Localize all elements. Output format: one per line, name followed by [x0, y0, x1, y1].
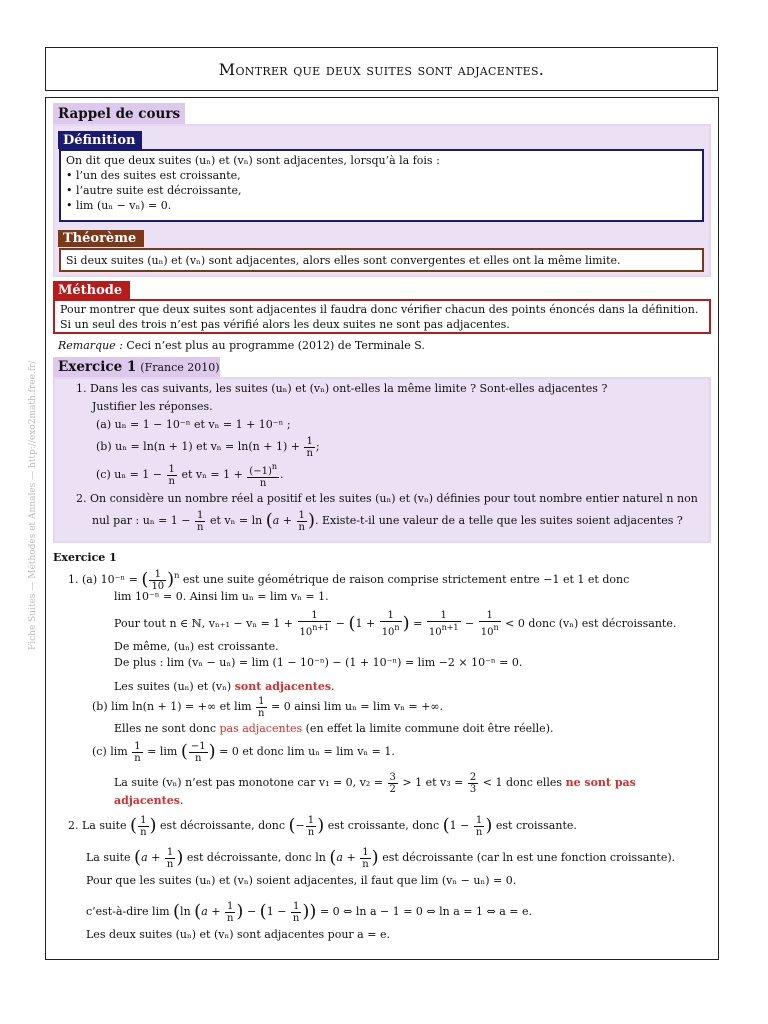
definition-line: • l’autre suite est décroissante, [66, 184, 242, 197]
exercise-label [53, 357, 220, 377]
correction-c2: La suite (vₙ) n’est pas monotone car v₁ = 0, v₂ = $\frac{3}{2}$ > 1 et v₃ = $\frac{2}{3}$ < 1 donc elles ne sont pas [114, 771, 636, 795]
definition-line: On dit que deux suites (uₙ) et (vₙ) sont adjacentes, lorsqu’à la fois : [66, 154, 440, 167]
correction-a5: De plus : lim (vₙ − uₙ) = lim (1 − 10⁻ⁿ) − (1 + 10⁻ⁿ) = lim −2 × 10⁻ⁿ = 0. [114, 656, 523, 669]
methode-line: Pour montrer que deux suites sont adjacentes il faudra donc vérifier chacun des points énoncés dans la définition. [60, 303, 699, 316]
definition-label: Définition [58, 131, 142, 149]
remarque-label: Remarque : [58, 339, 123, 352]
remarque-text: Ceci n’est plus au programme (2012) de Terminale S. [126, 339, 425, 352]
exercise-q2-def: nul par : uₙ = 1 − $\frac{1}{n}$ et vₙ = ln (a + $\frac{1}{n}$ ). Existe-t-il une valeur de a telle que les suites soient adjacentes ? [92, 509, 683, 533]
correction-b1: (b) lim ln(n + 1) = +∞ et lim $\frac{1}{n}$ = 0 ainsi lim uₙ = lim vₙ = +∞. [92, 695, 444, 719]
exercise-q2: 2. On considère un nombre réel a positif et les suites (uₙ) et (vₙ) définies pour tout nombre entier naturel n non [76, 492, 698, 505]
exercise-q1: 1. Dans les cas suivants, les suites (uₙ) et (vₙ) ont-elles la même limite ? Sont-elles adjacentes ? [76, 382, 608, 395]
methode-label: Méthode [53, 281, 130, 299]
correction-a2: lim 10⁻ⁿ = 0. Ainsi lim uₙ = lim vₙ = 1. [114, 590, 329, 603]
correction-a1: 1. (a) 10⁻ⁿ = ( $\frac{1}{10}$ )$^n$ est une suite géométrique de raison comprise strictement entre −1 et 1 et donc [68, 568, 630, 592]
result-adjacent: sont adjacentes [234, 680, 332, 693]
methode-box [53, 299, 711, 334]
definition-box [59, 149, 704, 222]
correction-a4: De même, (uₙ) est croissante. [114, 640, 279, 653]
exercise-q1-justify: Justifier les réponses. [92, 400, 213, 413]
correction-a3: Pour tout n ∈ ℕ, vₙ₊₁ − vₙ = 1 + $\frac{1}{10^{n+1}}$ − (1 + $\frac{1}{10^n}$ ) = $\frac{1}{10^{n+1}}$ − $\frac{1}{10^n}$ < 0 donc (vₙ) est décroissante. [114, 610, 677, 638]
correction-c1: (c) lim $\frac{1}{n}$ = lim ( $\frac{-1}{n}$ ) = 0 et donc lim uₙ = lim vₙ = 1. [92, 740, 395, 764]
exercise-qb: (b) uₙ = ln(n + 1) et vₙ = ln(n + 1) + $\frac{1}{n}$ ; [96, 435, 320, 459]
exercise-qa: (a) uₙ = 1 − 10⁻ⁿ et vₙ = 1 + 10⁻ⁿ ; [96, 418, 291, 431]
definition-line: • lim (uₙ − vₙ) = 0. [66, 199, 172, 212]
correction-d3: Pour que les suites (uₙ) et (vₙ) soient adjacentes, il faut que lim (vₙ − uₙ) = 0. [86, 874, 517, 887]
correction-d1: 2. La suite ( $\frac{1}{n}$ ) est décroissante, donc (− $\frac{1}{n}$ ) est croissante, donc (1 − $\frac{1}{n}$ ) est croissante. [68, 814, 577, 838]
exercise-title: Exercice 1 [58, 359, 137, 375]
rappel-label: Rappel de cours [53, 103, 185, 124]
definition-line: • l’un des suites est croissante, [66, 169, 241, 182]
result-not-adjacent: pas adjacentes [219, 722, 303, 735]
theoreme-label: Théorème [58, 230, 144, 247]
correction-c3: adjacentes. [114, 794, 184, 807]
correction-d5: Les deux suites (uₙ) et (vₙ) sont adjacentes pour a = e. [86, 928, 390, 941]
correction-d2: La suite (a + $\frac{1}{n}$ ) est décroissante, donc ln (a + $\frac{1}{n}$ ) est décroissante (car ln est une fonction croissante). [86, 846, 676, 870]
exercise-source: (France 2010) [140, 360, 220, 374]
exercise-qc: (c) uₙ = 1 − $\frac{1}{n}$ et vₙ = 1 + $\frac{(-1)^n}{n}$ . [96, 462, 284, 489]
side-watermark: Fiche Suites — Méthodes et Annales — http://exo2math.free.fr/ [28, 360, 38, 650]
correction-title: Exercice 1 [53, 551, 117, 564]
remarque [58, 339, 425, 353]
correction-d4: c’est-à-dire lim (ln (a + $\frac{1}{n}$ ) − (1 − $\frac{1}{n}$ )) = 0 ⇔ ln a − 1 = 0 ⇔ ln a = 1 ⇔ a = e. [86, 900, 532, 924]
page-title: Montrer que deux suites sont adjacentes. [45, 47, 718, 91]
methode-line: Si un seul des trois n’est pas vérifié alors les deux suites ne sont pas adjacentes. [60, 318, 510, 331]
theoreme-box: Si deux suites (uₙ) et (vₙ) sont adjacentes, alors elles sont convergentes et elles ont la même limite. [59, 248, 704, 272]
correction-a6: Les suites (uₙ) et (vₙ) sont adjacentes. [114, 680, 335, 693]
correction-b2: Elles ne sont donc pas adjacentes (en effet la limite commune doit être réelle). [114, 722, 554, 735]
